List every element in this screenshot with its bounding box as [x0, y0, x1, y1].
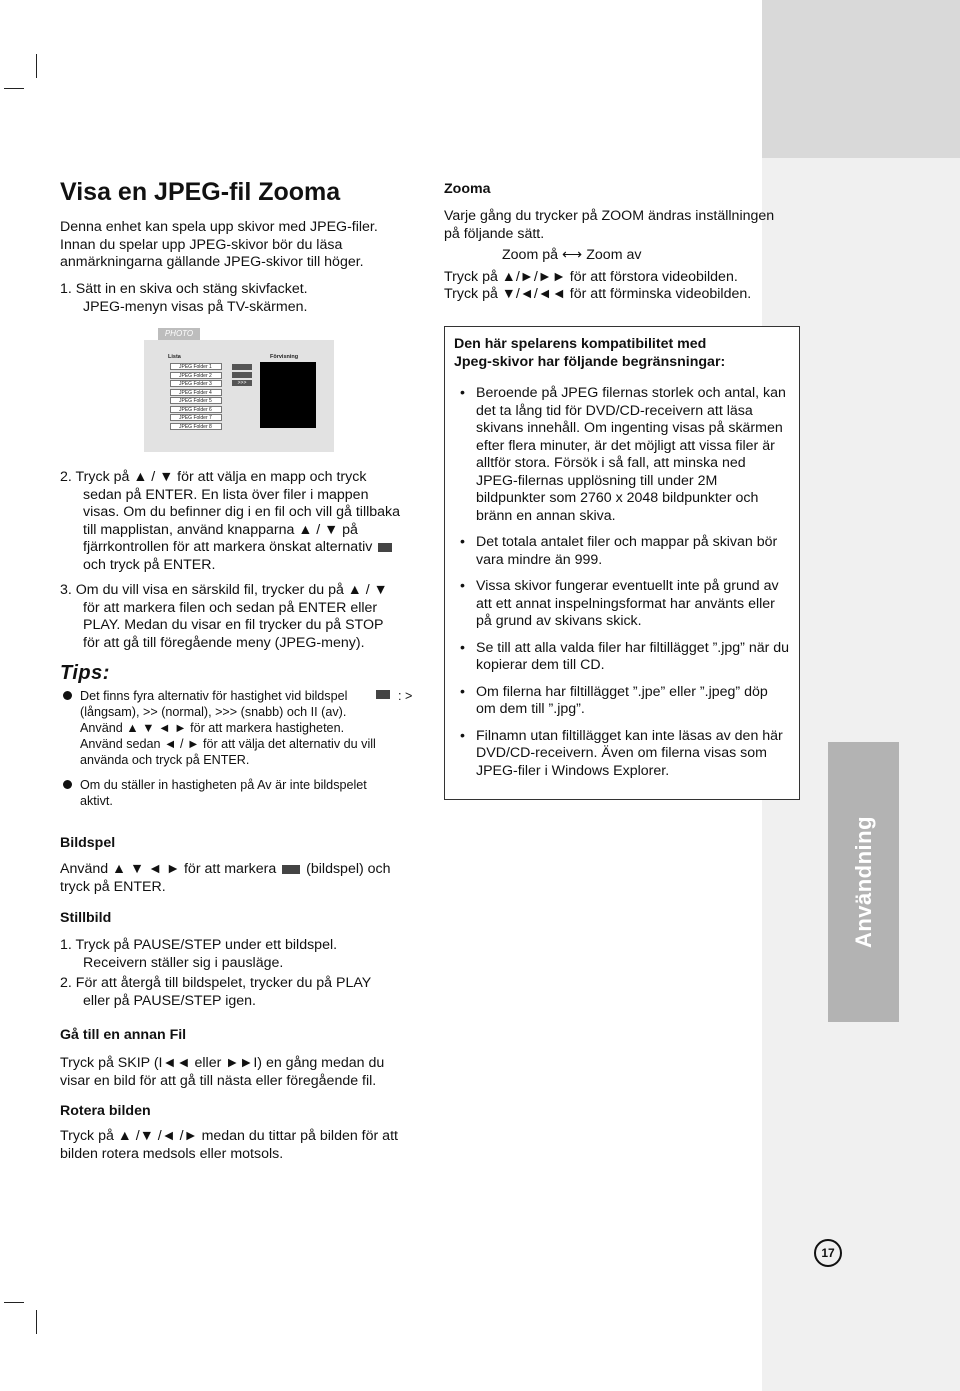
folder-up-icon	[378, 543, 392, 552]
intro-line: Denna enhet kan spela upp skivor med JPEG-filer.	[60, 219, 378, 235]
step-line: 3. Om du vill visa en särskild fil, trycker du på ▲ / ▼	[60, 582, 388, 598]
step-line: visas. Om du befinner dig i en fil och vill gå tillbaka	[83, 504, 401, 520]
section-tab-label: Användning	[850, 815, 876, 949]
intro-line: Innan du spelar upp JPEG-skivor bör du läsa	[60, 236, 343, 253]
menu-folder: JPEG Folder 2	[170, 372, 222, 379]
tips-title: Tips:	[60, 662, 110, 684]
crop-mark	[4, 88, 24, 89]
step-line: 1. Sätt in en skiva och stäng skivfacket.	[60, 281, 308, 297]
list-item: • Filnamn utan filtillägget kan inte läsas av den här DVD/CD-receivern. Även om filerna visas som JPEG-filer i Windows Explorer.	[454, 728, 790, 781]
bildspel-text	[60, 861, 391, 896]
zooma-line: Tryck på ▲/►/►► för att förstora videobilden.	[444, 268, 738, 285]
bildspel-heading: Bildspel	[60, 835, 116, 851]
bildspel-line: tryck på ENTER.	[60, 878, 166, 895]
menu-folder: JPEG Folder 3	[170, 380, 222, 387]
tip-line: Använd ▲ ▼ ◄ ► för att markera hastigheten.	[80, 721, 345, 735]
zooma-heading: Zooma	[444, 181, 491, 197]
intro-line: anmärkningarna gällande JPEG-skivor till höger.	[60, 254, 364, 270]
zoom-on-label: Zoom på	[502, 247, 558, 263]
rotera-line: bilden rotera medsols eller motsols.	[60, 1145, 284, 1162]
list-item: • Se till att alla valda filer har filtillägget ”.jpg” när du kopierar dem till CD.	[454, 640, 790, 675]
slideshow-icon	[282, 865, 300, 874]
box-list	[454, 385, 790, 780]
tip-line: Använd sedan ◄ / ► för att välja det alternativ du vill	[80, 737, 376, 751]
step-3	[60, 582, 388, 652]
crop-mark	[4, 1302, 24, 1303]
step-line: för att markera filen och sedan på ENTER eller	[83, 599, 378, 616]
step-line: till mapplistan, använd knapparna ▲ / ▼ på	[83, 521, 358, 538]
menu-preview-label: Förvisning	[270, 354, 299, 360]
menu-list-label: Lista	[168, 354, 181, 360]
intro	[60, 219, 378, 272]
stillbild-line: eller på PAUSE/STEP igen.	[83, 992, 256, 1009]
step-line: fjärrkontrollen för att markera önskat alternativ	[83, 539, 373, 555]
gatill-line: visar en bild för att gå till nästa eller föregående fil.	[60, 1072, 377, 1089]
preview-window	[260, 362, 316, 428]
zoom-off-label: Zoom av	[586, 247, 642, 263]
tip-line: : >	[398, 689, 413, 703]
step-line: PLAY. Medan du visar en fil trycker du på STOP	[83, 617, 384, 633]
menu-tab-photo: PHOTO	[158, 328, 200, 340]
menu-folder: JPEG Folder 7	[170, 414, 222, 421]
bullet-icon	[63, 691, 72, 700]
menu-folder: JPEG Folder 6	[170, 406, 222, 413]
page-title: Visa en JPEG-fil Zooma	[60, 178, 341, 206]
menu-folder: JPEG Folder 1	[170, 363, 222, 370]
compatibility-box	[444, 326, 800, 800]
step-line: och tryck på ENTER.	[83, 556, 216, 573]
top-gray-strip	[762, 0, 960, 158]
tip-line: använda och tryck på ENTER.	[80, 753, 250, 767]
step-line: för att gå till föregående meny (JPEG-meny).	[83, 634, 365, 651]
rotera-line: Tryck på ▲ /▼ /◄ /► medan du tittar på bilden för att	[60, 1128, 398, 1144]
stillbild-line: 2. För att återgå till bildspelet, trycker du på PLAY	[60, 975, 372, 991]
speed-icon	[376, 690, 390, 699]
list-item: • Om filerna har filtillägget ”.jpe” eller ”.jpeg” döp om dem till ”.jpg”.	[454, 684, 790, 719]
zooma-text	[444, 208, 774, 304]
list-item: • Det totala antalet filer och mappar på skivan bör vara mindre än 999.	[454, 534, 790, 569]
tip-line: aktivt.	[80, 794, 113, 808]
speed-icon	[232, 372, 252, 378]
step-line: 2. Tryck på ▲ / ▼ för att välja en mapp och tryck	[60, 469, 367, 485]
rotera-heading: Rotera bilden	[60, 1103, 151, 1119]
tip-line: Om du ställer in hastigheten på Av är inte bildspelet	[80, 778, 367, 792]
page-number: 17	[814, 1239, 842, 1267]
menu-folder: JPEG Folder 8	[170, 423, 222, 430]
gatill-line: Tryck på SKIP (I◄◄ eller ►►I) en gång medan du	[60, 1055, 385, 1071]
menu-speed-value: >>>	[232, 380, 252, 386]
menu-folder: JPEG Folder 5	[170, 397, 222, 404]
menu-folder: JPEG Folder 4	[170, 389, 222, 396]
tip-2	[80, 777, 367, 809]
gatill-heading: Gå till en annan Fil	[60, 1027, 187, 1043]
slideshow-icon	[232, 364, 252, 370]
bullet-icon	[63, 780, 72, 789]
zooma-line: Tryck på ▼/◄/◄◄ för att förminska videobilden.	[444, 286, 752, 302]
step-line: JPEG-menyn visas på TV-skärmen.	[83, 298, 308, 315]
gatill-text	[60, 1055, 384, 1090]
section-tab	[828, 742, 899, 1022]
step-2	[60, 469, 400, 574]
step-1	[60, 281, 308, 316]
list-item: • Beroende på JPEG filernas storlek och antal, kan det ta lång tid för DVD/CD-receivern att läsa skivans innehåll. Om ingenting visas på skärmen efter flera minuter, är det möjligt att vissa filer är alltför stora. Försök i så fall, att minska ned JPEG-filernas upplösning till under 2M bildpunkter som 2760 x 2048 bildpunkter och bränn en annan skiva.	[454, 385, 790, 525]
stillbild-text	[60, 937, 371, 1010]
stillbild-line: 1. Tryck på PAUSE/STEP under ett bildspel.	[60, 937, 338, 953]
bildspel-line: (bildspel) och	[306, 861, 391, 877]
toggle-arrow-icon: ⟷	[561, 247, 583, 263]
tip-line: Det finns fyra alternativ för hastighet vid bildspel	[80, 689, 348, 703]
crop-mark	[36, 1310, 37, 1334]
box-heading: Jpeg-skivor har följande begränsningar:	[454, 353, 726, 370]
stillbild-line: Receivern ställer sig i pausläge.	[83, 954, 284, 971]
jpeg-menu-screenshot	[144, 340, 334, 452]
tip-1	[80, 688, 430, 768]
list-item: • Vissa skivor fungerar eventuellt inte på grund av att ett annat inspelningsformat har använts eller på grund av skivans skick.	[454, 578, 790, 631]
bildspel-line: Använd ▲ ▼ ◄ ► för att markera	[60, 861, 277, 877]
rotera-text	[60, 1128, 398, 1163]
zooma-line: Varje gång du trycker på ZOOM ändras inställningen	[444, 208, 775, 224]
box-heading: Den här spelarens kompatibilitet med	[454, 336, 707, 352]
step-line: sedan på ENTER. En lista över filer i mappen	[83, 486, 369, 503]
zooma-line: på följande sätt.	[444, 225, 545, 242]
crop-mark	[36, 54, 37, 78]
stillbild-heading: Stillbild	[60, 910, 112, 926]
tip-line: (långsam), >> (normal), >>> (snabb) och II (av).	[80, 705, 347, 719]
